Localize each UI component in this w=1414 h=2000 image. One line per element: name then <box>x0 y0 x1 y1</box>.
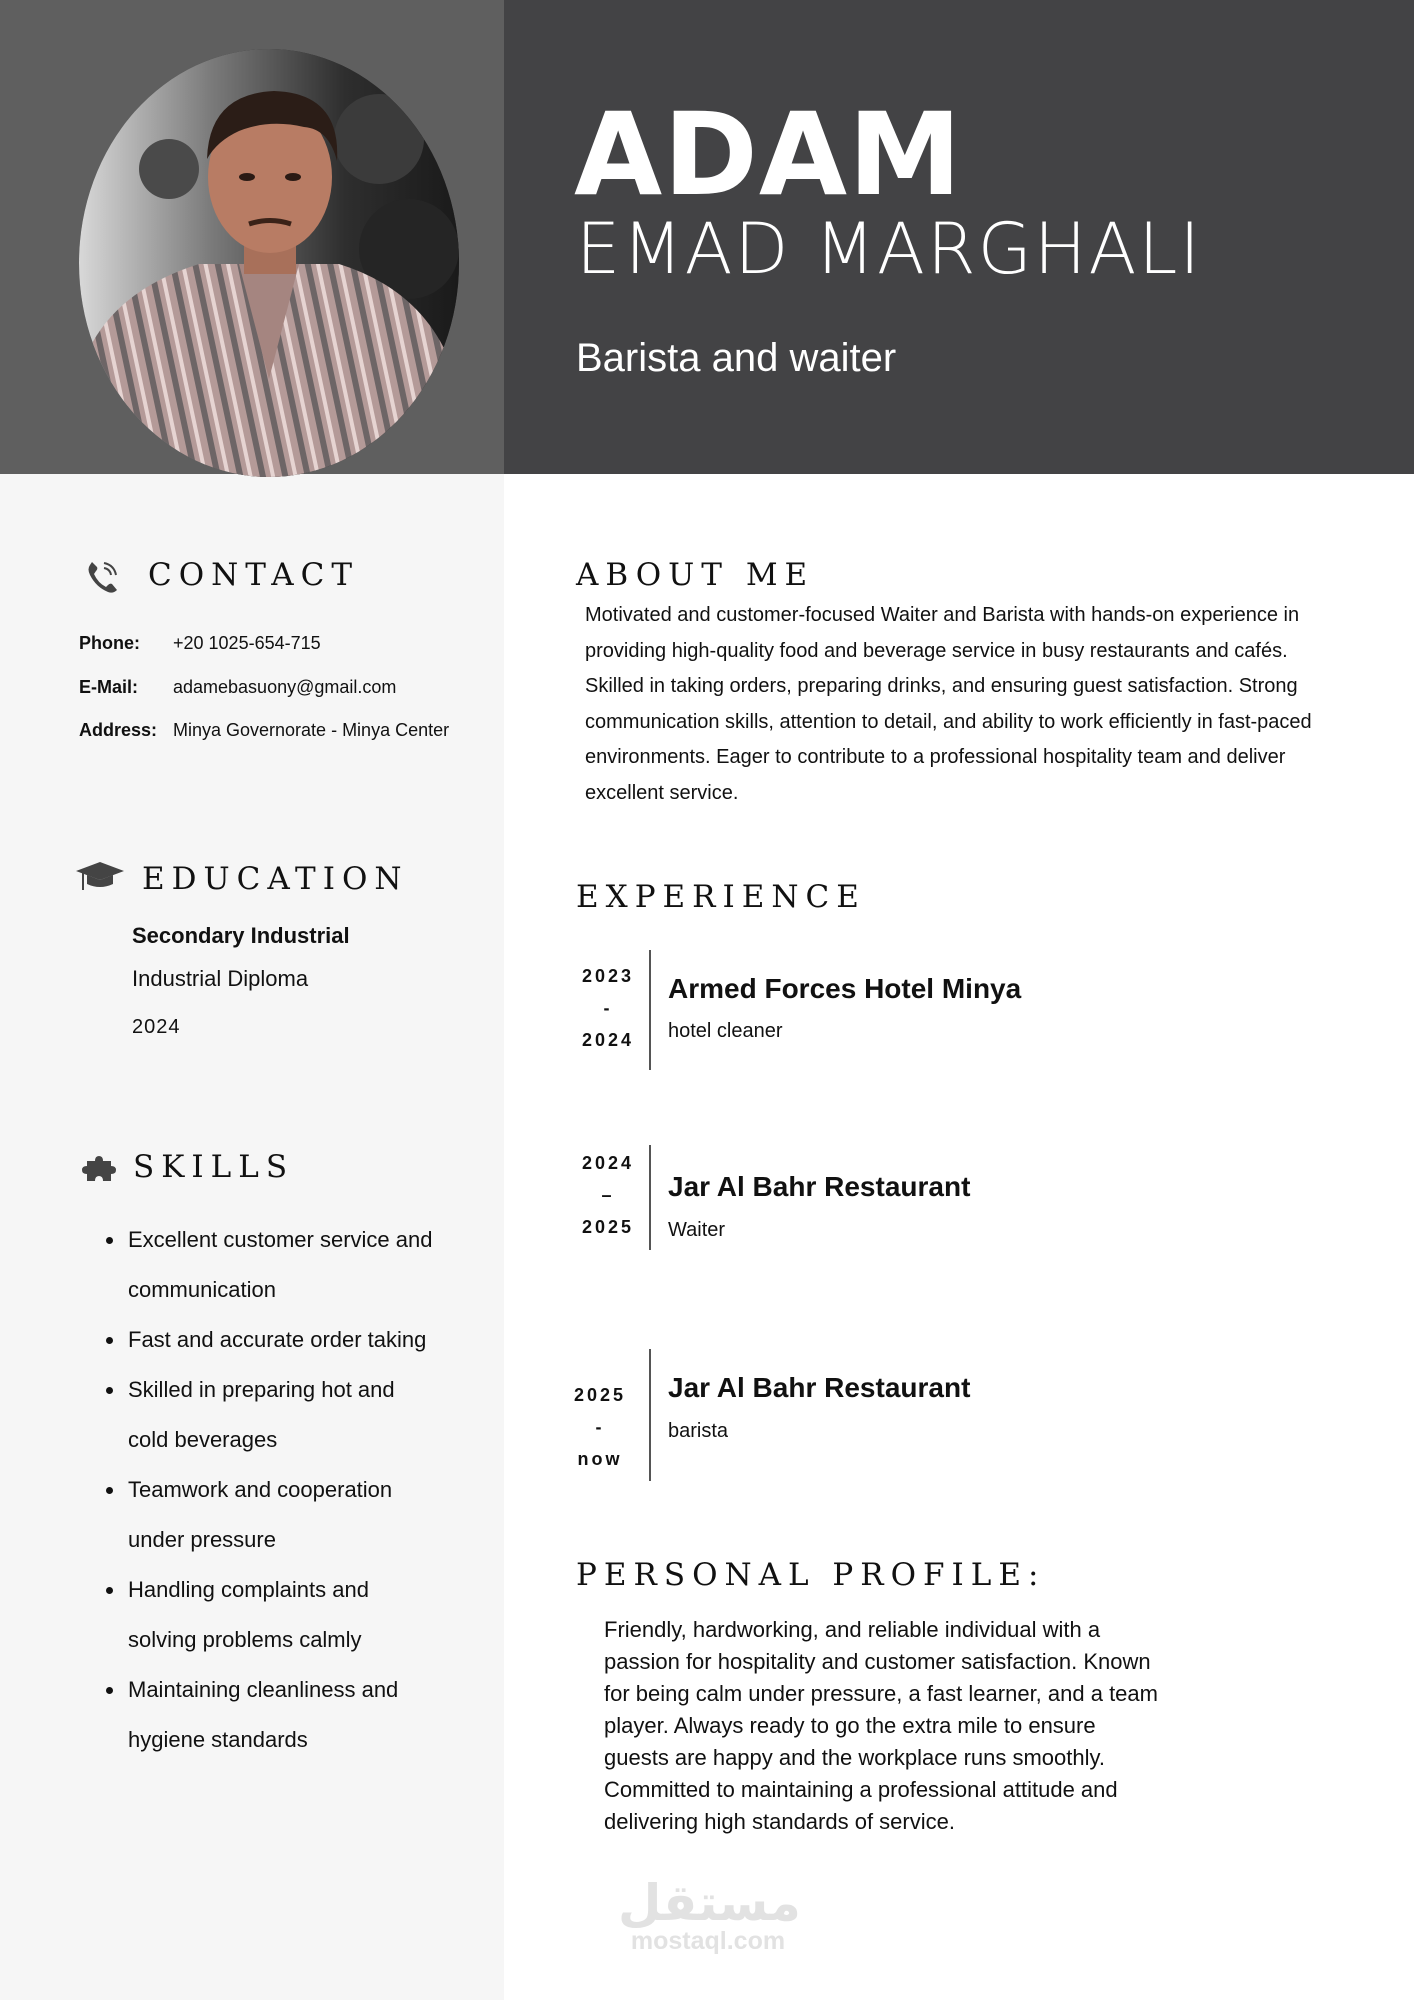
skill-item: Teamwork and cooperation under pressure <box>100 1465 440 1565</box>
experience-date-separator: – <box>601 1185 615 1205</box>
job-title: Barista and waiter <box>576 336 897 380</box>
timeline-divider <box>649 950 651 1070</box>
skill-item: Maintaining cleanliness and hygiene standards <box>100 1665 440 1765</box>
experience-start: 2025 <box>573 1385 627 1405</box>
contact-address <box>79 721 449 739</box>
profile-heading: PERSONAL PROFILE: <box>576 1557 1046 1593</box>
experience-start: 2023 <box>581 966 635 986</box>
experience-start: 2024 <box>581 1153 635 1173</box>
experience-company: Jar Al Bahr Restaurant <box>668 1372 971 1403</box>
education-degree: Industrial Diploma <box>132 966 309 991</box>
experience-end: 2024 <box>581 1030 635 1050</box>
skill-item: Excellent customer service and communication <box>100 1215 440 1315</box>
phone-icon <box>84 557 122 600</box>
watermark-logo <box>618 1874 801 1955</box>
contact-phone-value[interactable]: +20 1025-654-715 <box>173 633 321 653</box>
contact-email-label: E-Mail: <box>79 677 139 697</box>
contact-address-value: Minya Governorate - Minya Center <box>173 720 450 740</box>
skill-item: Fast and accurate order taking <box>100 1315 440 1365</box>
experience-heading: EXPERIENCE <box>576 879 866 915</box>
profile-photo-illustration <box>79 49 459 477</box>
skills-heading: SKILLS <box>133 1149 295 1185</box>
profile-text: Friendly, hardworking, and reliable individual with a passion for hospitality and customer satisfaction. Known for being calm under pressure, a fast learner, and a team player. Always ready to go the extra mile to ensure guests are happy and the workplace runs smoothly. Committed to maintaining a professional attitude and delivering high standards of service. <box>604 1617 1158 1834</box>
last-name: EMAD MARGHALI <box>576 208 1202 290</box>
experience-end: 2025 <box>581 1217 635 1237</box>
skill-item: Skilled in preparing hot and cold beverages <box>100 1365 440 1465</box>
experience-date-separator: - <box>595 1417 605 1437</box>
contact-address-label: Address: <box>79 720 158 740</box>
experience-date-separator: - <box>603 998 613 1018</box>
skill-item: Handling complaints and solving problems calmly <box>100 1565 440 1665</box>
experience-item <box>568 1145 1268 1265</box>
profile-photo <box>79 49 459 477</box>
puzzle-icon <box>81 1155 121 1188</box>
watermark-arabic: مستقل <box>618 1874 801 1932</box>
experience-role: hotel cleaner <box>668 1020 783 1042</box>
about-text: Motivated and customer-focused Waiter and Barista with hands-on experience in providing high-quality food and beverage service in busy restaurants and cafés. Skilled in taking orders, preparing drinks, and ensuring guest satisfaction. Strong communication skills, attention to detail, and ability to work efficiently in fast-paced environments. Eager to contribute to a professional hospitality team and deliver excellent service. <box>585 604 1312 804</box>
skills-list <box>100 1215 440 1765</box>
timeline-divider <box>649 1145 651 1250</box>
experience-company: Jar Al Bahr Restaurant <box>668 1171 971 1202</box>
first-name: ADAM <box>574 88 963 221</box>
contact-phone-label: Phone: <box>79 633 140 653</box>
experience-company: Armed Forces Hotel Minya <box>668 973 1022 1004</box>
education-school: Secondary Industrial <box>132 923 350 948</box>
experience-dates <box>568 960 648 1056</box>
experience-role: Waiter <box>668 1219 726 1241</box>
experience-dates <box>560 1379 640 1475</box>
education-heading: EDUCATION <box>142 861 409 897</box>
contact-email-value[interactable]: adamebasuony@gmail.com <box>173 677 397 697</box>
contact-heading: CONTACT <box>148 557 360 593</box>
experience-item <box>568 1349 1268 1469</box>
watermark-domain: mostaql.com <box>630 1927 786 1955</box>
graduation-cap-icon <box>75 860 125 897</box>
contact-email <box>79 678 396 696</box>
contact-phone <box>79 634 321 652</box>
experience-item <box>568 950 1268 1070</box>
about-heading: ABOUT ME <box>576 557 815 593</box>
experience-end: now <box>577 1449 623 1469</box>
timeline-divider <box>649 1349 651 1481</box>
experience-role: barista <box>668 1420 729 1442</box>
education-year: 2024 <box>132 1016 181 1038</box>
experience-dates <box>568 1147 648 1243</box>
